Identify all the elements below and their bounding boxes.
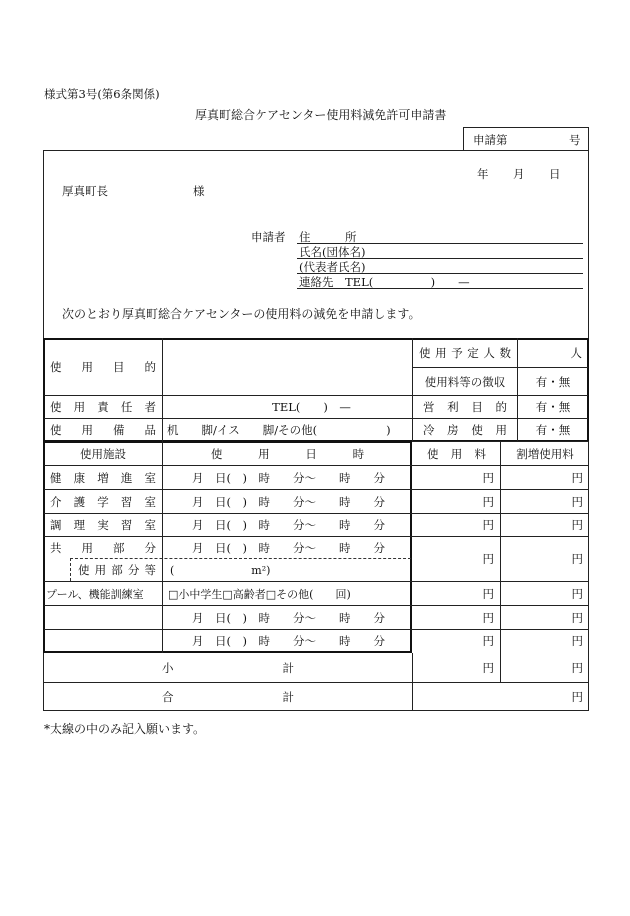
subtotal-surcharge[interactable]: 円 bbox=[571, 661, 583, 675]
applicant-label: 申請者 bbox=[251, 230, 286, 244]
expected-people-field[interactable]: 人 bbox=[570, 346, 582, 360]
applicant-name-label[interactable]: 氏名(団体名) bbox=[299, 245, 366, 259]
fee-field[interactable]: 円 bbox=[482, 552, 494, 566]
facility-pool-training-room: プール、機能訓練室 bbox=[46, 587, 144, 601]
fee-field[interactable]: 円 bbox=[482, 586, 494, 601]
application-statement: 次のとおり厚真町総合ケアセンターの使用料の減免を申請します。 bbox=[62, 307, 421, 321]
facility-used-portion: 使 用 部 分 等 bbox=[78, 563, 156, 577]
date-month[interactable]: 月 bbox=[513, 167, 525, 181]
facility-shared-area: 共 用 部 分 bbox=[50, 540, 156, 555]
profit-purpose-choice[interactable]: 有・無 bbox=[535, 400, 571, 414]
application-number-suffix: 号 bbox=[569, 133, 581, 147]
header-surcharge: 割増使用料 bbox=[516, 446, 574, 461]
purpose-field[interactable] bbox=[163, 339, 412, 395]
manager-tel-field[interactable]: TEL( ) — bbox=[272, 400, 351, 414]
datetime-field[interactable]: 月 日( ) 時 分〜 時 分 bbox=[192, 634, 385, 648]
surcharge-field[interactable]: 円 bbox=[571, 518, 583, 532]
facility-blank-field[interactable] bbox=[44, 606, 162, 629]
fee-field[interactable]: 円 bbox=[482, 494, 494, 509]
cooling-choice[interactable]: 有・無 bbox=[535, 423, 571, 437]
facility-health-room: 健 康 増 進 室 bbox=[50, 470, 156, 485]
datetime-field[interactable]: 月 日( ) 時 分〜 時 分 bbox=[192, 610, 385, 625]
expected-people-label: 使 用 予 定 人 数 bbox=[419, 346, 511, 360]
datetime-field[interactable]: 月 日( ) 時 分〜 時 分 bbox=[192, 494, 385, 509]
manager-label: 使 用 責 任 者 bbox=[50, 400, 156, 414]
application-number-prefix: 申請第 bbox=[473, 133, 508, 147]
applicant-representative-label[interactable]: (代表者氏名) bbox=[299, 260, 366, 274]
form-number: 様式第3号(第6条関係) bbox=[44, 87, 160, 101]
header-fee: 使 用 料 bbox=[427, 446, 486, 461]
fee-collection-label: 使用料等の徴収 bbox=[424, 374, 506, 389]
fee-field[interactable]: 円 bbox=[482, 470, 494, 485]
equipment-label: 使 用 備 品 bbox=[50, 423, 156, 437]
addressee-name: 厚真町長 bbox=[62, 184, 108, 198]
surcharge-field[interactable]: 円 bbox=[571, 634, 583, 648]
surcharge-field[interactable]: 円 bbox=[571, 494, 583, 509]
fee-collection-choice[interactable]: 有・無 bbox=[535, 374, 571, 389]
facility-care-room: 介 護 学 習 室 bbox=[50, 494, 156, 509]
datetime-field[interactable]: 月 日( ) 時 分〜 時 分 bbox=[192, 518, 385, 532]
fee-field[interactable]: 円 bbox=[482, 518, 494, 532]
surcharge-field[interactable]: 円 bbox=[571, 470, 583, 485]
user-category-field[interactable]: □小中学生□高齢者□その他( 回) bbox=[168, 587, 351, 601]
used-area-field[interactable]: ( m²) bbox=[170, 564, 271, 577]
equipment-items-field[interactable]: 机 脚/イス 脚/その他( ) bbox=[167, 423, 391, 437]
datetime-field[interactable]: 月 日( ) 時 分〜 時 分 bbox=[192, 540, 385, 555]
total-value[interactable]: 円 bbox=[571, 690, 583, 704]
surcharge-field[interactable]: 円 bbox=[571, 586, 583, 601]
facility-blank-field[interactable] bbox=[44, 630, 162, 652]
purpose-label: 使 用 目 的 bbox=[50, 360, 156, 374]
addressee-honorific: 様 bbox=[193, 184, 205, 198]
date-year[interactable]: 年 bbox=[477, 167, 489, 181]
surcharge-field[interactable]: 円 bbox=[571, 552, 583, 566]
datetime-field[interactable]: 月 日( ) 時 分〜 時 分 bbox=[192, 470, 385, 485]
cooling-label: 冷 房 使 用 bbox=[423, 423, 507, 437]
profit-purpose-label: 営 利 目 的 bbox=[423, 400, 507, 414]
fee-field[interactable]: 円 bbox=[482, 634, 494, 648]
facility-cooking-room: 調 理 実 習 室 bbox=[50, 518, 156, 532]
total-label: 合 計 bbox=[162, 690, 294, 704]
subtotal-fee[interactable]: 円 bbox=[482, 661, 494, 675]
page-title: 厚真町総合ケアセンター使用料減免許可申請書 bbox=[195, 108, 447, 122]
applicant-contact-label[interactable]: 連絡先 TEL( ) — bbox=[299, 275, 470, 289]
subtotal-label: 小 計 bbox=[162, 661, 294, 675]
header-datetime: 使 用 日 時 bbox=[210, 446, 365, 461]
applicant-address-label[interactable]: 住 所 bbox=[299, 230, 357, 244]
fee-field[interactable]: 円 bbox=[482, 610, 494, 625]
footnote: *太線の中のみ記入願います。 bbox=[44, 722, 206, 736]
header-facility: 使用施設 bbox=[80, 446, 126, 461]
date-day[interactable]: 日 bbox=[549, 167, 561, 181]
surcharge-field[interactable]: 円 bbox=[571, 610, 583, 625]
